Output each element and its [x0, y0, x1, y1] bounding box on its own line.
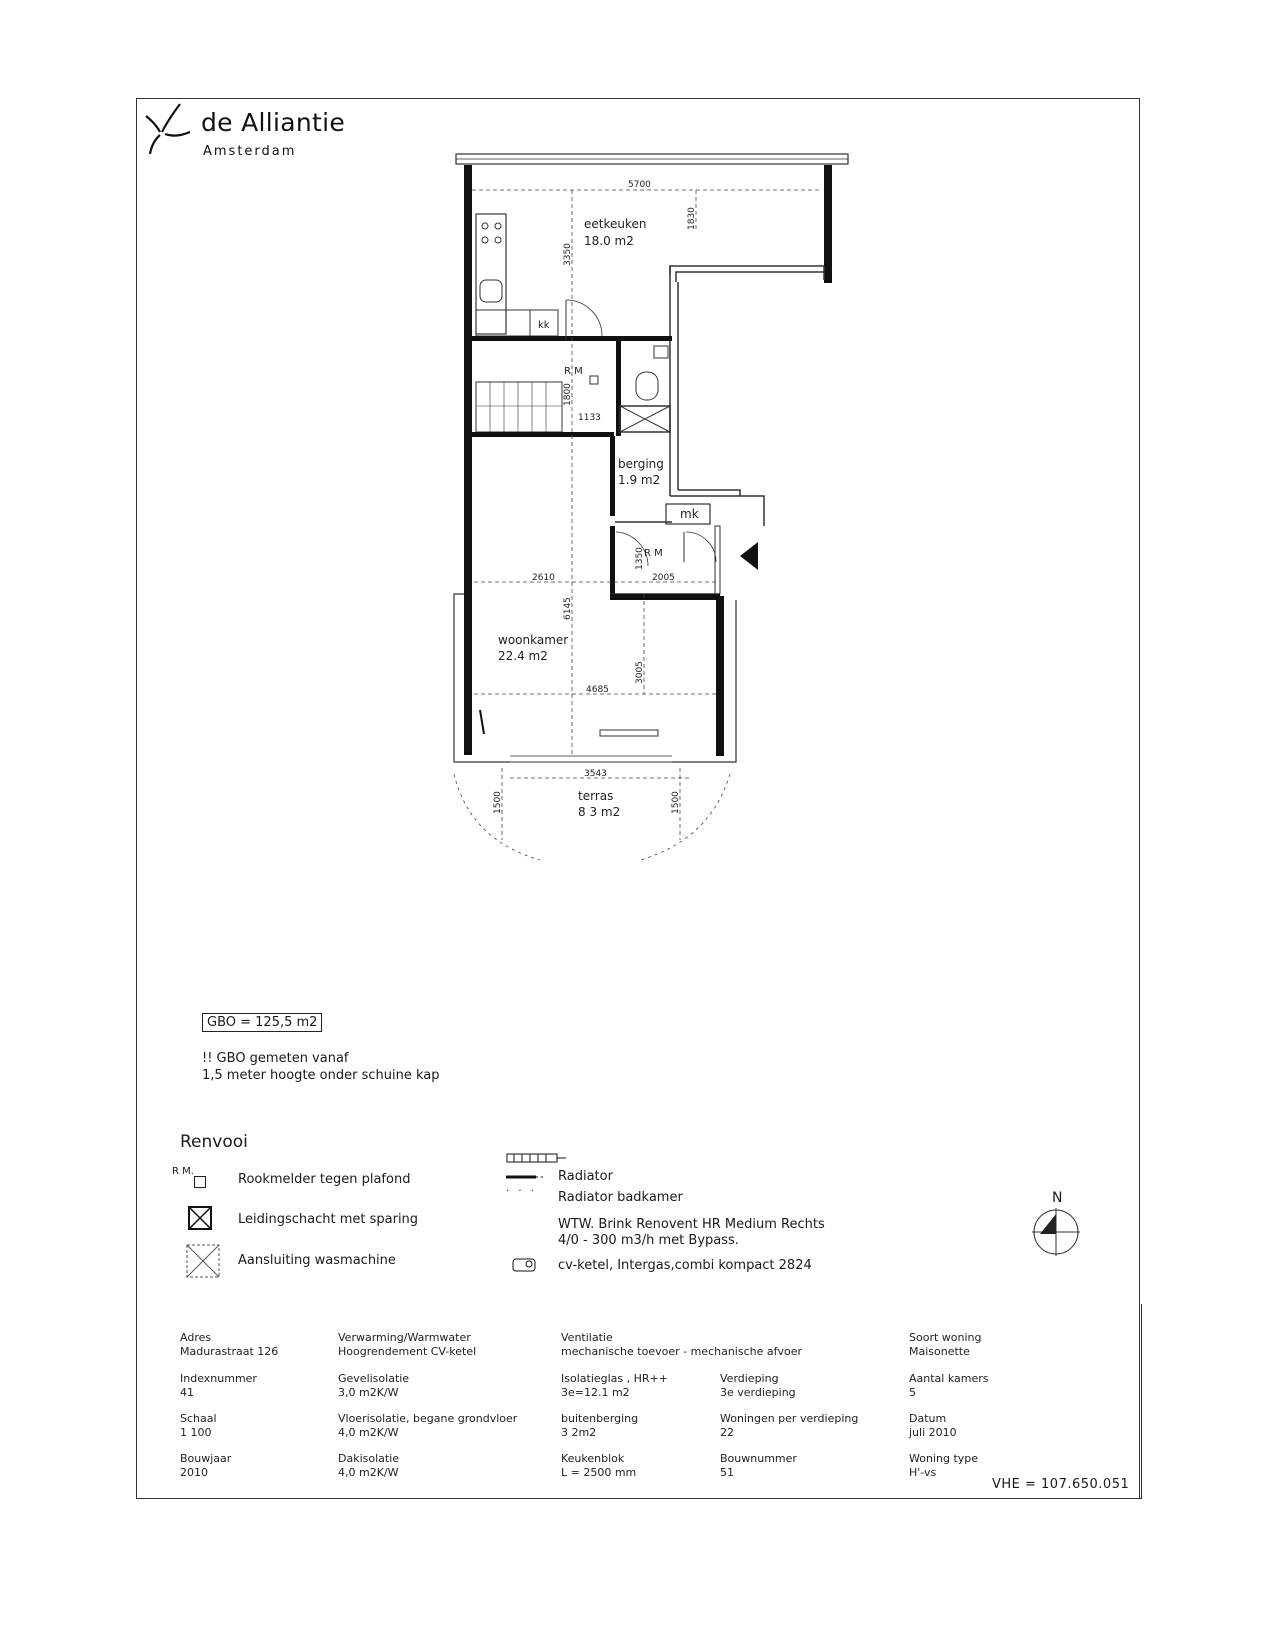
- field-bouwjaar: Bouwjaar 2010: [180, 1452, 232, 1479]
- field-bouwnummer: Bouwnummer 51: [720, 1452, 797, 1479]
- dim-3005: 3005: [635, 661, 645, 684]
- field-vloerisolatie: Vloerisolatie, begane grondvloer 4,0 m2K/W: [338, 1412, 518, 1439]
- smoke-detector-icon: [194, 1176, 206, 1188]
- storage-area: 1.9 m2: [618, 473, 661, 487]
- legend-smoke-detector: Rookmelder tegen plafond: [238, 1172, 411, 1187]
- brand-city: Amsterdam: [203, 144, 297, 159]
- rm-label-1: R M: [564, 366, 583, 377]
- gbo-note: [202, 1050, 440, 1084]
- boiler-icon: [512, 1258, 538, 1272]
- mk-label: mk: [680, 507, 699, 521]
- dim-2005: 2005: [652, 573, 675, 583]
- dim-4685: 4685: [586, 685, 609, 695]
- dim-1500-left: 1500: [493, 791, 503, 814]
- field-gevelisolatie: Gevelisolatie 3,0 m2K/W: [338, 1372, 410, 1399]
- field-soort-woning: Soort woning Maisonette: [909, 1331, 982, 1358]
- field-isolatieglas: Isolatieglas , HR++ 3e=12.1 m2: [561, 1372, 668, 1399]
- field-aantal-kamers: Aantal kamers 5: [909, 1372, 989, 1399]
- legend-washing-machine: Aansluiting wasmachine: [238, 1253, 396, 1268]
- field-buitenberging: buitenberging 3 2m2: [561, 1412, 639, 1439]
- kitchen-area: 18.0 m2: [584, 234, 634, 248]
- brand-logo: [138, 102, 358, 172]
- dim-2610: 2610: [532, 573, 555, 583]
- legend-wtw-line1: WTW. Brink Renovent HR Medium Rechts: [558, 1217, 825, 1232]
- living-name: woonkamer: [498, 633, 569, 647]
- gbo-note-line2: 1,5 meter hoogte onder schuine kap: [202, 1068, 440, 1083]
- storage-name: berging: [618, 457, 664, 471]
- rm-label-2: R M: [644, 548, 663, 559]
- legend-radiator-bathroom: Radiator badkamer: [558, 1190, 683, 1205]
- dim-6145: 6145: [563, 597, 573, 620]
- dim-1500-right: 1500: [671, 791, 681, 814]
- radiator-bathroom-icon: · · ·: [506, 1186, 537, 1197]
- dim-1350: 1350: [635, 547, 645, 570]
- field-keukenblok: Keukenblok L = 2500 mm: [561, 1452, 637, 1479]
- field-indexnummer: Indexnummer 41: [180, 1372, 257, 1399]
- legend-shaft: Leidingschacht met sparing: [238, 1212, 419, 1227]
- field-schaal: Schaal 1 100: [180, 1412, 217, 1439]
- floor-plan-drawing: [440, 150, 900, 910]
- field-datum: Datum juli 2010: [909, 1412, 957, 1439]
- floor-plan: [440, 150, 900, 910]
- legend-wtw-line2: 4/0 - 300 m3/h met Bypass.: [558, 1233, 739, 1248]
- shaft-icon: [188, 1206, 212, 1230]
- field-adres: Adres Madurastraat 126: [180, 1331, 279, 1358]
- washing-machine-icon: [186, 1244, 220, 1278]
- legend-title: Renvooi: [180, 1132, 248, 1152]
- alliantie-logo-icon: [138, 102, 198, 162]
- field-dakisolatie: Dakisolatie 4,0 m2K/W: [338, 1452, 400, 1479]
- radiator-icon: [506, 1152, 570, 1164]
- brand-name: de Alliantie: [201, 108, 346, 137]
- radiator-line-icon: [506, 1172, 546, 1182]
- dim-3350: 3350: [563, 243, 573, 266]
- entrance-arrow-icon: [740, 542, 758, 570]
- vhe-number: VHE = 107.650.051: [992, 1477, 1130, 1492]
- dim-5700: 5700: [628, 180, 651, 190]
- gbo-note-line1: !! GBO gemeten vanaf: [202, 1051, 349, 1066]
- terrace-name: terras: [578, 789, 614, 803]
- dim-1133: 1133: [578, 413, 601, 423]
- dim-1800: 1800: [563, 383, 573, 406]
- field-ventilatie: Ventilatie mechanische toevoer - mechanische afvoer: [561, 1331, 803, 1358]
- field-woningen-per-verdieping: Woningen per verdieping 22: [720, 1412, 859, 1439]
- legend-radiator: Radiator: [558, 1169, 613, 1184]
- field-verwarming: Verwarming/Warmwater Hoogrendement CV-ketel: [338, 1331, 477, 1358]
- terrace-area: 8 3 m2: [578, 805, 621, 819]
- dim-1830: 1830: [687, 207, 697, 230]
- legend-boiler: cv-ketel, Intergas,combi kompact 2824: [558, 1258, 812, 1273]
- gbo-box: GBO = 125,5 m2: [202, 1013, 322, 1032]
- field-woning-type: Woning type H'-vs: [909, 1452, 979, 1479]
- living-area: 22.4 m2: [498, 649, 548, 663]
- field-verdieping: Verdieping 3e verdieping: [720, 1372, 796, 1399]
- dim-3543: 3543: [584, 769, 607, 779]
- kk-label: kk: [538, 320, 550, 331]
- north-label: N: [1052, 1190, 1063, 1206]
- kitchen-name: eetkeuken: [584, 217, 647, 231]
- north-arrow-icon: [1030, 1206, 1082, 1258]
- rm-symbol: R M.: [172, 1166, 194, 1177]
